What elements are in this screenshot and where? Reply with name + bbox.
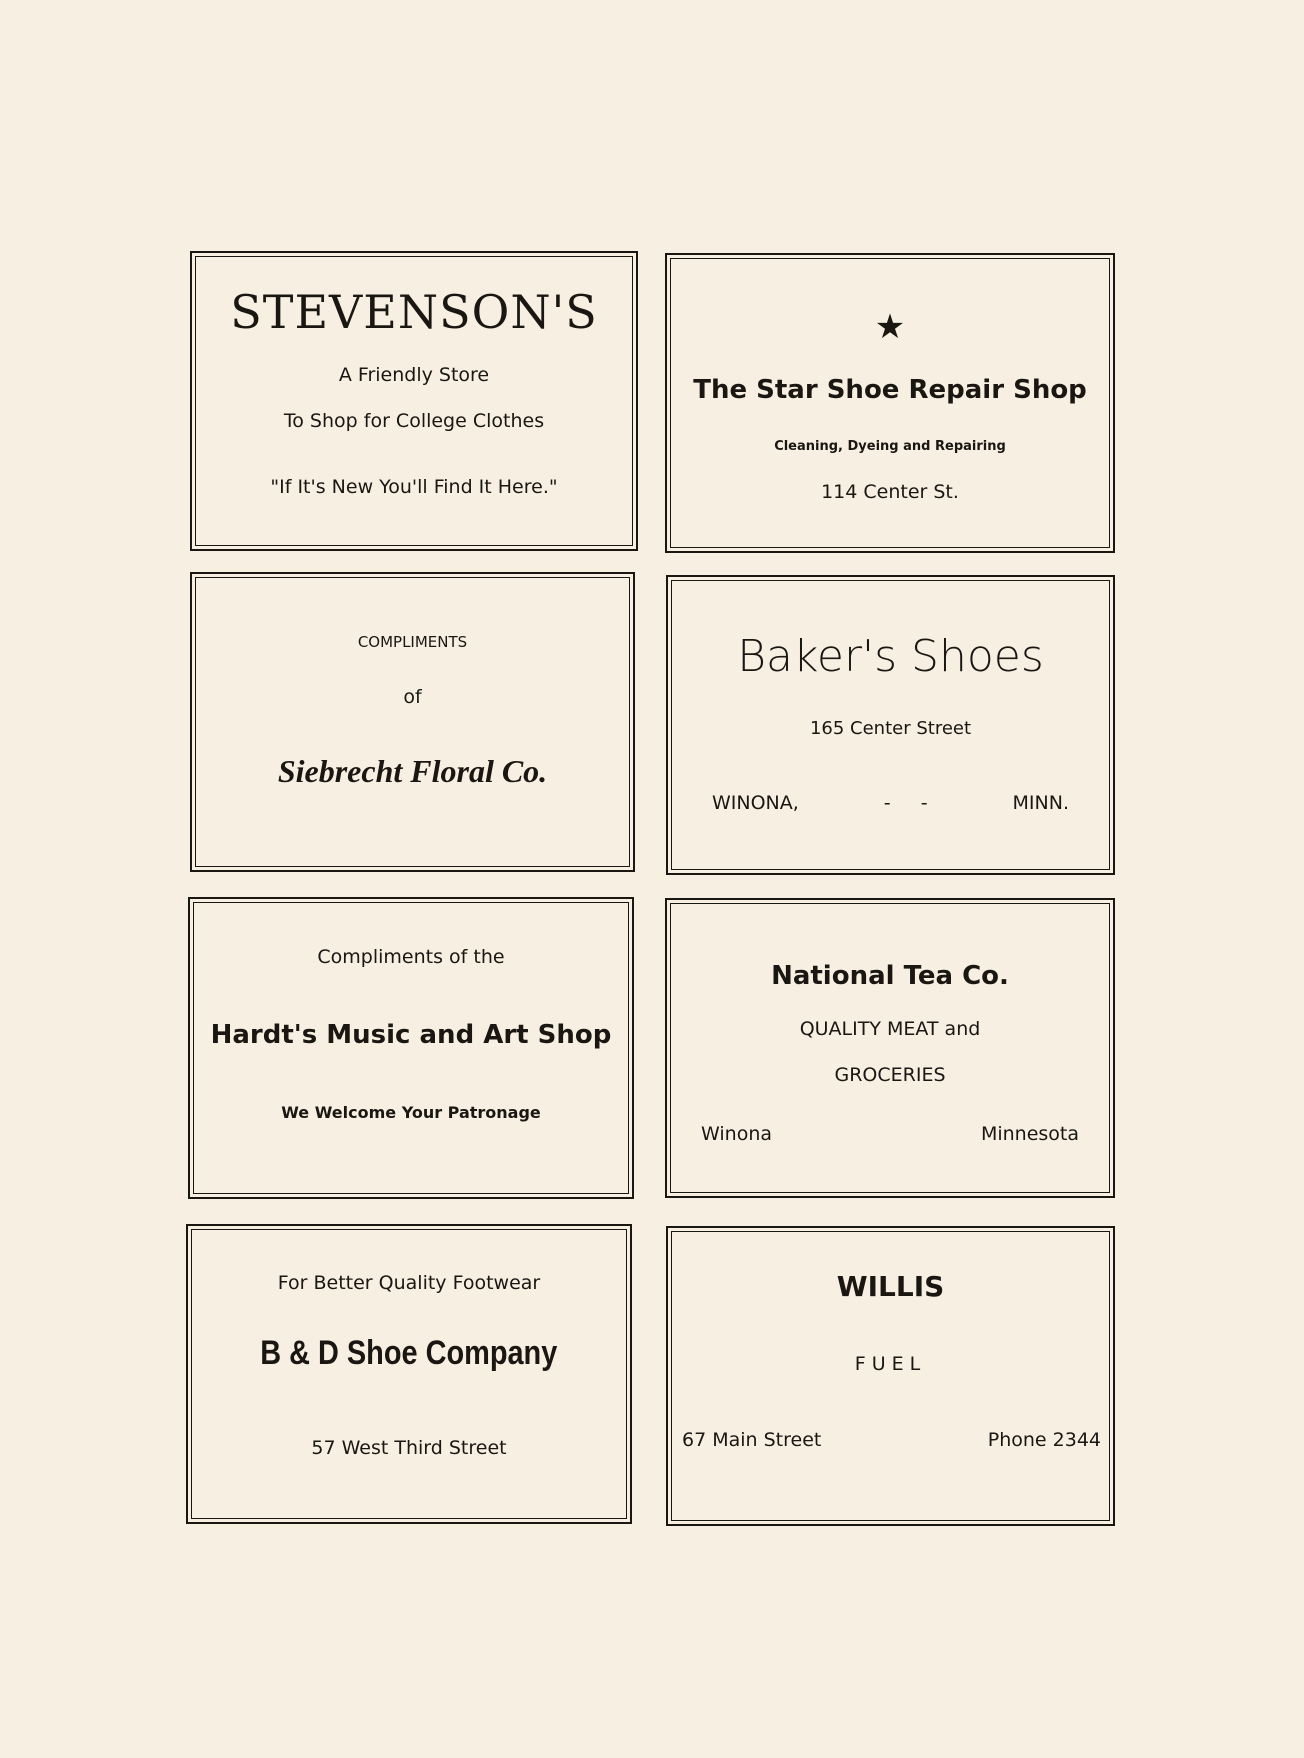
ad-line: COMPLIMENTS	[357, 633, 468, 651]
ad-stevensons	[190, 251, 638, 551]
ad-city: WINONA,	[712, 792, 799, 814]
ad-title: Hardt's Music and Art Shop	[210, 1020, 612, 1050]
ad-title: WILLIS	[836, 1270, 945, 1303]
ad-hardts-music	[188, 897, 634, 1199]
ad-bd-shoe-company	[186, 1224, 632, 1524]
ad-title: Baker's Shoes	[737, 631, 1044, 682]
ad-address: 67 Main Street	[682, 1429, 822, 1451]
ad-line: For Better Quality Footwear	[277, 1272, 541, 1294]
ad-state: Minnesota	[980, 1123, 1079, 1145]
ad-title: STEVENSON'S	[230, 285, 598, 339]
ad-line: Compliments of the	[317, 946, 505, 968]
ad-location-row	[712, 792, 1069, 814]
ad-title: Siebrecht Floral Co.	[277, 753, 548, 789]
ad-state: MINN.	[1012, 792, 1069, 814]
ad-title: National Tea Co.	[771, 961, 1009, 991]
ad-bakers-shoes	[666, 575, 1115, 875]
ad-address: 165 Center Street	[809, 718, 972, 739]
ad-title: B & D Shoe Company	[260, 1334, 558, 1372]
ad-address: 114 Center St.	[821, 481, 959, 503]
ad-location-row	[701, 1123, 1079, 1145]
ad-product: FUEL	[854, 1353, 927, 1375]
ad-line: of	[403, 686, 422, 708]
ad-title: The Star Shoe Repair Shop	[693, 375, 1087, 405]
ad-contact-row	[682, 1429, 1101, 1451]
ad-line: QUALITY MEAT and	[799, 1018, 981, 1040]
ad-dashes: - -	[883, 792, 928, 814]
ad-slogan: "If It's New You'll Find It Here."	[270, 476, 558, 498]
ad-services: Cleaning, Dyeing and Repairing	[774, 439, 1006, 454]
star-icon: ★	[874, 307, 906, 347]
ad-address: 57 West Third Street	[311, 1437, 507, 1459]
ad-siebrecht-floral	[190, 572, 635, 872]
ad-star-shoe-repair	[665, 253, 1115, 553]
ad-tagline: We Welcome Your Patronage	[281, 1103, 541, 1122]
ad-line: To Shop for College Clothes	[283, 410, 545, 432]
ad-phone: Phone 2344	[987, 1429, 1101, 1451]
ad-national-tea	[665, 898, 1115, 1198]
ad-title-wrap	[192, 1333, 626, 1373]
ad-line: GROCERIES	[834, 1064, 946, 1086]
ad-willis-fuel	[666, 1226, 1115, 1526]
ad-line: A Friendly Store	[338, 364, 490, 386]
ad-city: Winona	[701, 1123, 772, 1145]
